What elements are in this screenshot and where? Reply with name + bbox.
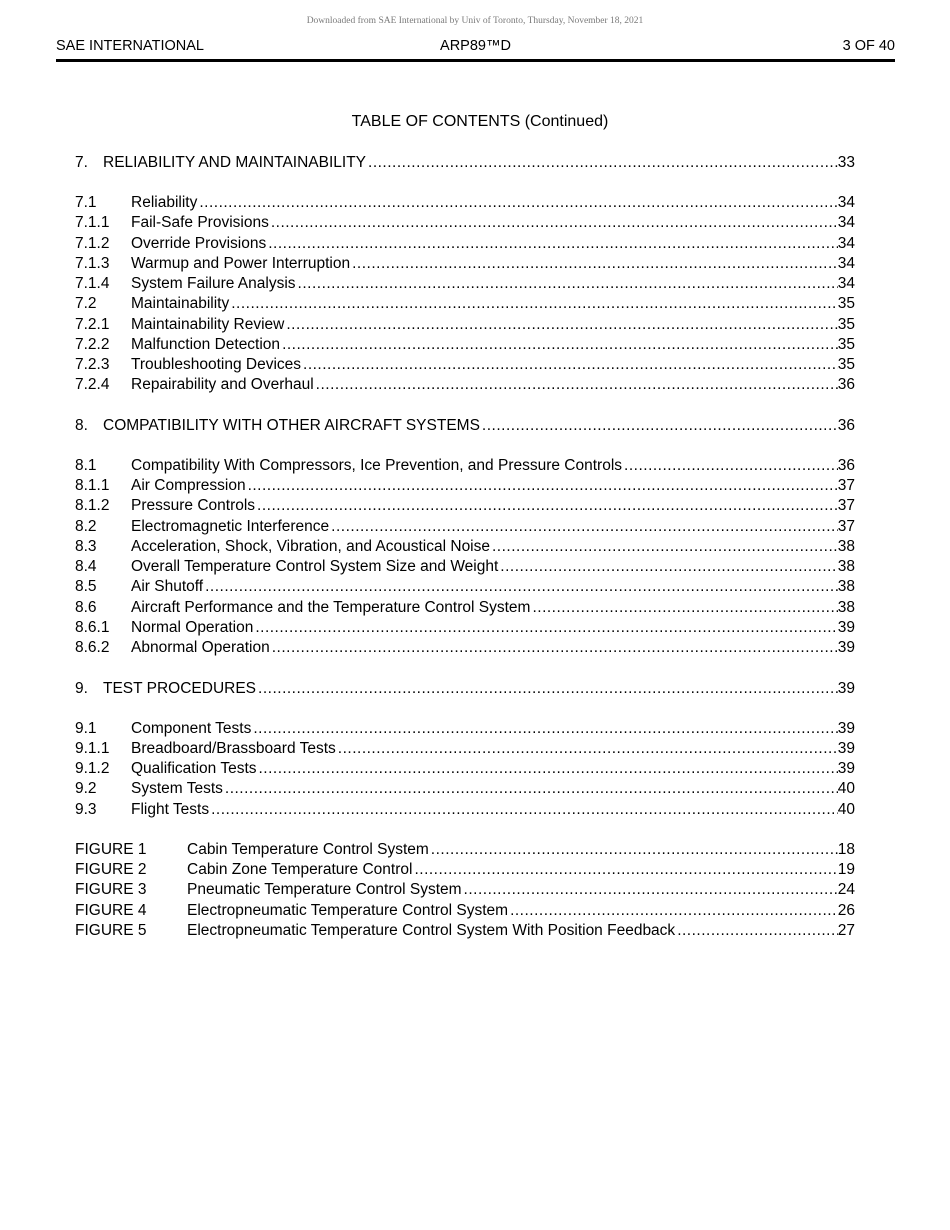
toc-entry-title: Air Compression [131, 477, 246, 494]
header-page-number: 3 OF 40 [842, 38, 895, 54]
toc-entry-number: 7.2.2 [75, 336, 110, 353]
toc-entry-number: 8.1.1 [75, 477, 110, 494]
toc-entry-page: 35 [837, 295, 855, 312]
toc-entry[interactable] [75, 800, 855, 820]
toc-entry[interactable] [75, 274, 855, 294]
toc-dot-leader [271, 213, 838, 233]
toc-dot-leader [482, 416, 838, 436]
toc-figure-entry[interactable] [75, 860, 855, 880]
toc-entry-number: 8.5 [75, 578, 97, 595]
toc-entry-number: 8.4 [75, 558, 97, 575]
toc-entry-title: System Tests [131, 780, 223, 797]
toc-entry-number: 8.6.2 [75, 639, 110, 656]
toc-dot-leader [338, 739, 838, 759]
toc-entry[interactable] [75, 234, 855, 254]
toc-entry[interactable] [75, 315, 855, 335]
toc-entry-page: 38 [837, 599, 855, 616]
toc-dot-leader [225, 779, 838, 799]
toc-entry-number: 8.1.2 [75, 497, 110, 514]
toc-entry-page: 34 [837, 214, 855, 231]
toc-entry-page: 36 [837, 457, 855, 474]
toc-entry[interactable] [75, 355, 855, 375]
toc-dot-leader [677, 921, 838, 941]
toc-entry-page: 34 [837, 235, 855, 252]
toc-title: TABLE OF CONTENTS (Continued) [351, 113, 609, 130]
toc-entry-number: 7.1 [75, 194, 97, 211]
toc-entry-page: 35 [837, 356, 855, 373]
toc-dot-leader [352, 254, 838, 274]
toc-entry-number: 7.1.3 [75, 255, 110, 272]
toc-entry-title: Maintainability [131, 295, 230, 312]
toc-dot-leader [532, 598, 837, 618]
toc-entry-title: Fail-Safe Provisions [131, 214, 269, 231]
toc-entry[interactable] [75, 679, 855, 699]
toc-dot-leader [268, 234, 838, 254]
toc-dot-leader [464, 880, 838, 900]
toc-dot-leader [316, 375, 838, 395]
toc-entry-page: 37 [837, 477, 855, 494]
toc-entry-page: 24 [837, 881, 855, 898]
toc-entry-page: 40 [837, 801, 855, 818]
toc-entry-title: Component Tests [131, 720, 252, 737]
toc-entry-page: 27 [837, 922, 855, 939]
toc-entry-title: Overall Temperature Control System Size and Weight [131, 558, 499, 575]
toc-entry[interactable] [75, 719, 855, 739]
toc-entry-title: COMPATIBILITY WITH OTHER AIRCRAFT SYSTEMS [103, 417, 480, 434]
toc-entry-title: Pressure Controls [131, 497, 256, 514]
toc-entry-number: 7.2.1 [75, 316, 110, 333]
toc-dot-leader [248, 476, 838, 496]
toc-entry-number: 7.1.4 [75, 275, 110, 292]
toc-dot-leader [431, 840, 838, 860]
toc-entry-number: 8.2 [75, 518, 97, 535]
toc-entry-title: Electropneumatic Temperature Control System With Position Feedback [187, 922, 676, 939]
toc-entry[interactable] [75, 638, 855, 658]
toc-entry-number: 9.3 [75, 801, 97, 818]
toc-dot-leader [211, 800, 838, 820]
toc-entry-title: Breadboard/Brassboard Tests [131, 740, 336, 757]
toc-entry-title: Override Provisions [131, 235, 267, 252]
toc-entry-page: 34 [837, 255, 855, 272]
toc-dot-leader [510, 901, 838, 921]
toc-entry-title: TEST PROCEDURES [103, 680, 257, 697]
toc-dot-leader [257, 496, 838, 516]
toc-entry-number: 7.2 [75, 295, 97, 312]
toc-entry-title: Electropneumatic Temperature Control System [187, 902, 509, 919]
toc-entry[interactable] [75, 557, 855, 577]
toc-entry-number: 7.2.4 [75, 376, 110, 393]
toc-entry-page: 39 [837, 619, 855, 636]
toc-entry-page: 39 [837, 760, 855, 777]
toc-entry-page: 18 [837, 841, 855, 858]
header-rule [56, 59, 895, 62]
toc-entry-page: 34 [837, 275, 855, 292]
toc-entry-number: 9.1.2 [75, 760, 110, 777]
toc-dot-leader [255, 618, 837, 638]
toc-dot-leader [414, 860, 837, 880]
toc-entry-page: 35 [837, 336, 855, 353]
toc-entry-page: 39 [837, 639, 855, 656]
toc-entry-number: 7.1.1 [75, 214, 110, 231]
toc-entry-number: 7.1.2 [75, 235, 110, 252]
toc-dot-leader [492, 537, 838, 557]
toc-entry-page: 36 [837, 417, 855, 434]
toc-entry-number: FIGURE 4 [75, 902, 147, 919]
toc-entry[interactable] [75, 517, 855, 537]
toc-entry-number: FIGURE 3 [75, 881, 147, 898]
toc-entry-title: Acceleration, Shock, Vibration, and Acoustical Noise [131, 538, 490, 555]
toc-entry[interactable] [75, 496, 855, 516]
page-header [56, 38, 895, 58]
toc-dot-leader [231, 294, 838, 314]
toc-entry-title: Warmup and Power Interruption [131, 255, 351, 272]
toc-entry-page: 35 [837, 316, 855, 333]
toc-entry-title: Aircraft Performance and the Temperature Control System [131, 599, 531, 616]
toc-entry-title: System Failure Analysis [131, 275, 296, 292]
toc-dot-leader [258, 679, 838, 699]
toc-dot-leader [624, 456, 838, 476]
toc-entry-title: Cabin Temperature Control System [187, 841, 429, 858]
toc-entry-page: 19 [837, 861, 855, 878]
toc-entry[interactable] [75, 739, 855, 759]
toc-dot-leader [303, 355, 838, 375]
toc-entry[interactable] [75, 456, 855, 476]
toc-entry[interactable] [75, 193, 855, 213]
toc-entry-title: Air Shutoff [131, 578, 204, 595]
toc-entry-title: Reliability [131, 194, 198, 211]
toc-entry-title: Qualification Tests [131, 760, 257, 777]
toc-entry-page: 36 [837, 376, 855, 393]
toc-entry-page: 40 [837, 780, 855, 797]
toc-entry-page: 34 [837, 194, 855, 211]
toc-dot-leader [500, 557, 837, 577]
toc-entry-number: 8.6 [75, 599, 97, 616]
toc-entry-page: 39 [837, 680, 855, 697]
toc-entry[interactable] [75, 598, 855, 618]
toc-entry-number: 9. [75, 680, 88, 697]
toc-entry-number: FIGURE 2 [75, 861, 147, 878]
toc-dot-leader [282, 335, 838, 355]
toc-entry-number: 8. [75, 417, 88, 434]
toc-entry[interactable] [75, 375, 855, 395]
toc-entry-page: 38 [837, 538, 855, 555]
header-organization: SAE INTERNATIONAL [56, 38, 204, 54]
toc-entry-title: Flight Tests [131, 801, 210, 818]
toc-dot-leader [199, 193, 837, 213]
toc-entry-title: Abnormal Operation [131, 639, 270, 656]
download-watermark-note: Downloaded from SAE International by Univ of Toronto, Thursday, November 18, 2021 [306, 16, 644, 26]
toc-entry[interactable] [75, 213, 855, 233]
toc-entry-page: 39 [837, 740, 855, 757]
toc-entry-title: Normal Operation [131, 619, 254, 636]
toc-dot-leader [298, 274, 838, 294]
toc-figure-entry[interactable] [75, 921, 855, 941]
toc-entry[interactable] [75, 254, 855, 274]
toc-dot-leader [259, 759, 838, 779]
toc-entry-number: 7. [75, 154, 88, 171]
toc-dot-leader [331, 517, 838, 537]
toc-entry-title: Troubleshooting Devices [131, 356, 302, 373]
toc-entry-number: 8.3 [75, 538, 97, 555]
toc-entry-title: Pneumatic Temperature Control System [187, 881, 462, 898]
toc-dot-leader [253, 719, 837, 739]
toc-figure-entry[interactable] [75, 840, 855, 860]
toc-entry-page: 38 [837, 578, 855, 595]
toc-entry-page: 37 [837, 497, 855, 514]
toc-dot-leader [205, 577, 838, 597]
toc-entry-page: 39 [837, 720, 855, 737]
toc-figure-entry[interactable] [75, 880, 855, 900]
toc-entry-page: 26 [837, 902, 855, 919]
toc-entry[interactable] [75, 153, 855, 173]
toc-figure-entry[interactable] [75, 901, 855, 921]
toc-entry[interactable] [75, 537, 855, 557]
toc-entry-title: Maintainability Review [131, 316, 285, 333]
toc-entry[interactable] [75, 577, 855, 597]
toc-entry-title: Malfunction Detection [131, 336, 281, 353]
toc-entry[interactable] [75, 476, 855, 496]
toc-entry-number: 9.1 [75, 720, 97, 737]
toc-entry[interactable] [75, 416, 855, 436]
toc-entry-number: FIGURE 1 [75, 841, 147, 858]
toc-entry-page: 37 [837, 518, 855, 535]
toc-entry-number: FIGURE 5 [75, 922, 147, 939]
toc-entry-number: 9.2 [75, 780, 97, 797]
toc-entry-number: 7.2.3 [75, 356, 110, 373]
header-document-id: ARP89™D [440, 38, 511, 54]
toc-entry-title: Compatibility With Compressors, Ice Prevention, and Pressure Controls [131, 457, 623, 474]
toc-dot-leader [368, 153, 838, 173]
toc-entry-page: 38 [837, 558, 855, 575]
toc-entry[interactable] [75, 618, 855, 638]
toc-entry-page: 33 [837, 154, 855, 171]
toc-entry-title: Electromagnetic Interference [131, 518, 330, 535]
toc-entry-number: 8.6.1 [75, 619, 110, 636]
toc-entry-title: RELIABILITY AND MAINTAINABILITY [103, 154, 367, 171]
toc-entry-title: Repairability and Overhaul [131, 376, 314, 393]
toc-entry-number: 9.1.1 [75, 740, 110, 757]
toc-entry[interactable] [75, 335, 855, 355]
toc-entry-title: Cabin Zone Temperature Control [187, 861, 413, 878]
toc-entry[interactable] [75, 294, 855, 314]
toc-dot-leader [272, 638, 838, 658]
toc-entry[interactable] [75, 779, 855, 799]
toc-entry[interactable] [75, 759, 855, 779]
toc-dot-leader [286, 315, 837, 335]
toc-entry-number: 8.1 [75, 457, 97, 474]
